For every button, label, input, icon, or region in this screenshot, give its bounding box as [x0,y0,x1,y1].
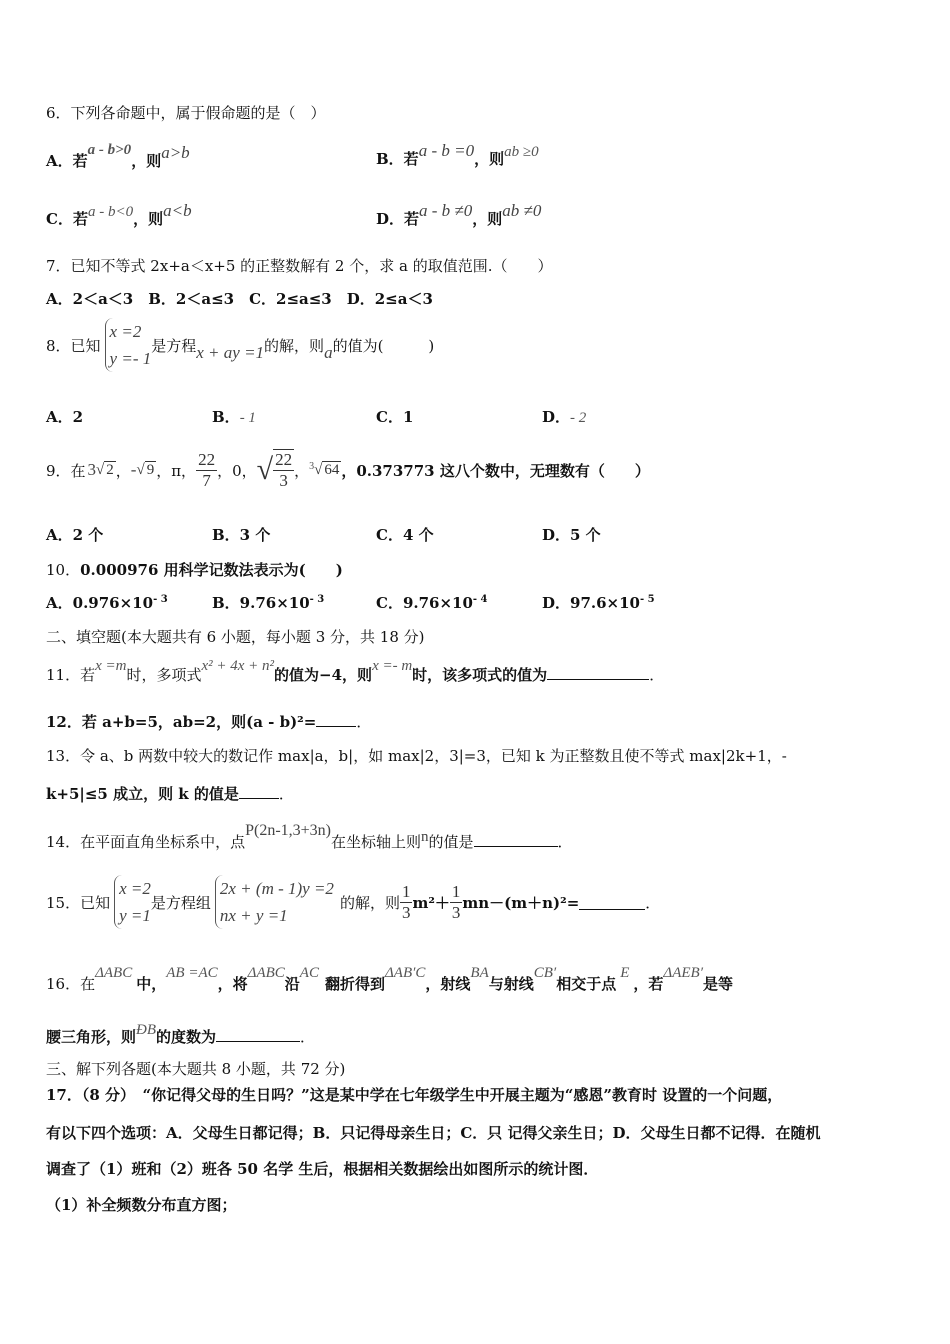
q14-n: n [421,829,429,845]
q16-t8: E [620,965,630,981]
q8-stem [46,318,434,372]
q15-p3: 的解，则 [339,893,400,912]
q6-d-res: ab ≠0 [502,201,542,220]
q8-prefix: 8．已知 [46,336,101,355]
q9-n1: 3 [87,460,97,479]
q15-p1: 15．已知 [46,893,111,912]
q10-d: D．97.6×10 [542,594,640,612]
q8-end: 的值为( ) [332,336,435,355]
q6-d-then: ，则 [472,210,503,228]
q8-mid: 是方程 [151,336,197,355]
q8-option-a: A．2 [46,408,84,426]
q16-p6: ，射线 [425,975,471,993]
q16-line2a: 腰三角形，则 [46,1028,137,1046]
q14-point: P(2n-1,3+3n) [245,822,331,839]
q12-end: ． [356,713,372,731]
q16-answer-blank[interactable] [216,1027,300,1042]
q15-p2: 是方程组 [150,893,211,912]
q6-b-cond: a - b =0 [418,141,475,160]
q6-b-label: B．若 [376,150,419,168]
q15-p5: mn－(m＋n)²= [462,893,580,912]
section2-heading: 二、填空题(本大题共有 6 小题，每小题 3 分，共 18 分) [46,628,425,646]
q9-sep1: ， [115,461,131,480]
q10-rest: 用科学记数法表示为( ) [158,561,343,579]
q8-option-b [212,406,256,427]
q6-b-res: ab ≥0 [504,144,539,160]
q16-t7: CB′ [533,965,557,981]
q15-end: ． [645,893,661,912]
q8-b-val: - 1 [239,410,256,426]
q9-prefix: 9．在 [46,461,86,480]
q9-option-a: A．2 个 [46,526,104,544]
q14-p3: 的值是 [428,833,474,851]
q16-t1: ΔABC [95,965,133,981]
q12-stem [46,711,371,732]
q15-fraction-1 [400,882,413,923]
q11-p5: ． [649,666,665,684]
q10-a: A．0.976×10 [46,594,154,612]
q9-option-c: C．4 个 [376,526,434,544]
q9-n3: ，π， [156,461,197,480]
q11-m3: x =- m [372,658,413,674]
q11-stem [46,658,665,685]
q10-a-exp: - 3 [153,594,168,605]
q6-d-cond: a - b ≠0 [419,201,473,220]
q15-f1-num: 1 [401,881,411,901]
q11-m1: x =m [95,658,127,674]
q6-option-b [376,141,539,169]
q8-d-label: D． [542,408,571,426]
q8-eq1: x =2 [109,322,142,341]
q12-answer-blank[interactable] [316,712,356,727]
q16-line2 [46,1022,316,1047]
q8-b-label: B． [212,408,240,426]
q16-p4: 沿 [284,975,300,993]
q15-s2: y =1 [119,906,151,925]
q14-end: ． [557,833,573,851]
q9-n4-num: 22 [198,449,216,469]
q16-p1: 16．在 [46,975,96,993]
q8-d-val: - 2 [570,410,587,426]
q6-option-d [376,201,542,229]
q15-solution [114,875,151,929]
q9-option-d: D．5 个 [542,526,601,544]
q6-stem: 6．下列各命题中，属于假命题的是（ ） [46,104,326,122]
section3-heading: 三、解下列各题(本大题共 8 小题，共 72 分) [46,1060,346,1078]
q16-line1 [46,965,734,994]
q8-mid2: 的解，则 [264,336,325,355]
q9-option-b: B．3 个 [212,526,271,544]
q10-option-a [46,592,168,613]
q8-system [105,318,152,372]
q9-end: ，0.373773 这八个数中，无理数有（ ） [341,461,650,480]
q9-n2: - [130,460,137,479]
q16-p10: 是等 [703,975,734,993]
q16-p2: 中， [136,975,167,993]
q15-fraction-2 [450,882,463,923]
q16-end: ． [300,1028,316,1046]
q9-cube-index: 3 [309,460,315,472]
q8-equation: x + ay =1 [196,343,265,362]
q9-n6-den: 3 [279,471,288,490]
q16-t6: BA [470,965,489,981]
q6-b-then: ，则 [474,150,505,168]
q16-line2c: 的度数为 [156,1028,217,1046]
q11-p4: 时，该多项式的值为 [412,666,548,684]
q8-option-c: C．1 [376,408,414,426]
q16-t2: AB =AC [166,965,218,981]
q15-system [215,875,334,929]
q16-t4: AC [299,965,319,981]
q9-n4-den: 7 [202,470,211,490]
q13-text: k+5|≤5 成立，则 k 的值是 [46,785,239,803]
q6-a-res: a>b [161,143,190,162]
q6-d-label: D．若 [376,210,420,228]
q10-b-exp: - 3 [309,594,325,605]
q7-options: A．2＜a＜3 B．2＜a≤3 C．2≤a≤3 D．2≤a＜3 [46,290,433,308]
q16-p7: 与射线 [488,975,534,993]
q6-c-res: a<b [163,201,192,220]
q17-sub1: （1）补全频数分布直方图； [46,1196,237,1214]
q6-c-label: C．若 [46,210,88,228]
q8-option-d [542,406,586,427]
q9-stem: 9．在 3 √ 2 ， - √ 9 ，π， $\frac{22}{7}$ ，0， √ $\frac{22}{3}$ ， $^3$ √ 64 ，0.373773 这八个数中，无理数有（ ） [46,449,650,490]
q11-answer-blank[interactable] [547,665,649,680]
q9-n5: ，0， [217,461,257,480]
q10-stem [46,559,343,580]
q9-n7-radicand: 64 [324,462,340,478]
q15-stem [46,872,660,932]
q9-fraction-22-7 [196,450,217,491]
q14-stem [46,822,573,852]
q6-a-label: A．若 [46,152,88,170]
q16-t5: ΔAB′C [384,965,426,981]
q9-n1-radicand: 2 [106,462,114,478]
q9-n6-num: 22 [275,450,293,469]
q10-num: 10． [46,561,81,579]
q6-a-cond: a - b>0 [87,142,132,158]
q6-c-cond: a - b<0 [87,204,134,220]
q15-f1-den: 3 [401,902,411,922]
q10-option-b [212,592,324,613]
q11-p1: 11．若 [46,666,96,684]
q7-stem: 7．已知不等式 2x+a＜x+5 的正整数解有 2 个，求 a 的取值范围.（ ） [46,257,553,275]
q9-n2-radicand: 9 [146,462,155,478]
q13-line1: 13．令 a、b 两数中较大的数记作 max|a，b|，如 max|2，3|=3，已知 k 为正整数且使不等式 max|2k+1，- [46,747,787,765]
q17-line3: 调查了（1）班和（2）班各 50 名学 生后，根据相关数据绘出如图所示的统计图． [46,1160,599,1178]
q14-p2: 在坐标轴上则 [331,833,422,851]
q14-answer-blank[interactable] [474,832,558,847]
q16-p5: 翻折得到 [324,975,385,993]
q8-var: a [324,343,333,362]
q6-option-a [46,142,190,171]
q15-s1: x =2 [119,879,151,898]
q13-answer-blank[interactable] [239,784,279,799]
q16-t9: ΔAEB′ [663,965,703,981]
q15-f2-den: 3 [451,902,461,922]
q15-f2-num: 1 [451,881,461,901]
q6-option-c [46,201,192,229]
q9-sqrt-fraction [273,449,294,491]
q13-line2 [46,783,294,804]
q11-p2: 时，多项式 [126,666,202,684]
q16-t3: ΔABC [247,965,285,981]
q6-c-then: ，则 [133,210,164,228]
q10-val: 0.000976 [80,561,159,579]
q10-c: C．9.76×10 [376,594,473,612]
q8-eq2: y =- 1 [109,349,152,368]
q12-text: 12．若 a+b=5，ab=2，则(a - b)²= [46,713,317,731]
q16-p3: ，将 [217,975,248,993]
q15-e2: nx + y =1 [219,906,288,925]
q15-p4: m²＋ [412,893,450,912]
q15-e1: 2x + (m - 1)y =2 [219,879,334,898]
q15-answer-blank[interactable] [579,895,645,910]
q6-a-then: ，则 [131,152,162,170]
q9-sep2: ， [294,461,310,480]
q10-d-exp: - 5 [639,594,655,605]
q10-b: B．9.76×10 [212,594,310,612]
q14-p1: 14．在平面直角坐标系中，点 [46,833,246,851]
q17-line1: 17．（8 分） “你记得父母的生日吗？”这是某中学在七年级学生中开展主题为“感恩”教育时 设置的一个问题， [46,1086,783,1104]
q13-end: ． [278,785,294,803]
q10-option-d [542,592,655,613]
q11-p3: 的值为−4，则 [274,666,373,684]
q10-c-exp: - 4 [472,594,488,605]
q17-line2: 有以下四个选项：A．父母生日都记得；B．只记得母亲生日；C．只 记得父亲生日；D．父母生日都不记得．在随机 [46,1124,821,1142]
q16-line2b: ÐB [136,1022,157,1038]
q16-p8: 相交于点 [556,975,617,993]
q10-option-c [376,592,488,613]
q11-m2: x² + 4x + n² [201,658,275,674]
q16-p9: ，若 [633,975,664,993]
